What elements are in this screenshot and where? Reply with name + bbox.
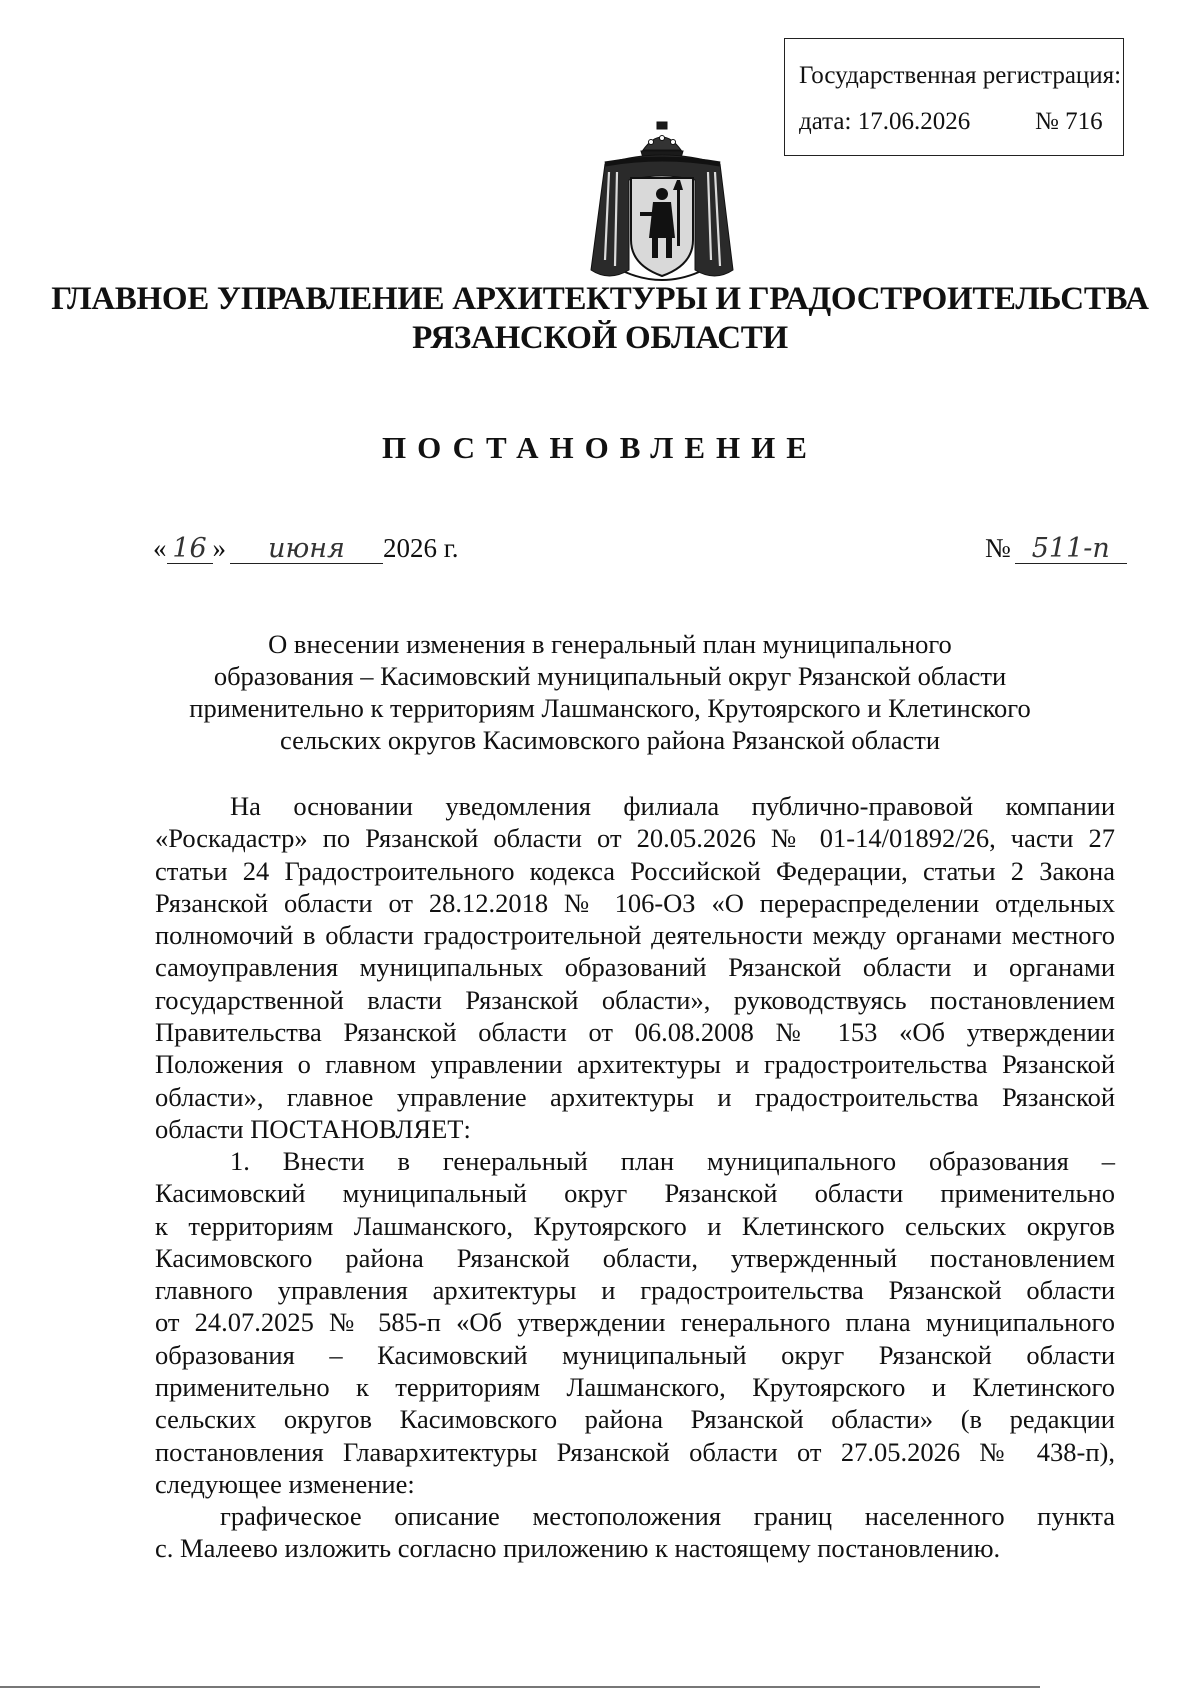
item-1-line: образования – Касимовский муниципальный округ Рязанской области xyxy=(155,1339,1115,1370)
item-1-line: от 24.07.2025 № 585-п «Об утверждении генерального плана муниципального xyxy=(155,1307,1115,1338)
item-1-line: постановления Главархитектуры Рязанской области от 27.05.2026 № 438-п), xyxy=(155,1436,1115,1467)
item-1-line: применительно к территориям Лашманского, Крутоярского и Клетинского xyxy=(155,1372,1115,1403)
change-line: графическое описание местоположения границ населенного пункта xyxy=(220,1501,1115,1531)
subject-line: сельских округов Касимовского района Рязанской области xyxy=(279,725,941,755)
registration-title: Государственная регистрация: xyxy=(799,62,1122,89)
document-subject xyxy=(150,628,1070,756)
document-date xyxy=(153,533,459,564)
preamble-line: Рязанской области от 28.12.2018 № 106-ОЗ «О перераспределении отдельных xyxy=(155,887,1115,918)
preamble-line: Положения о главном управлении архитектуры и градостроительства Рязанской xyxy=(155,1049,1115,1080)
organization-name-line-2: РЯЗАНСКОЙ ОБЛАСТИ xyxy=(412,320,788,356)
subject-line: применительно к территориям Лашманского, Крутоярского и Клетинского xyxy=(189,693,1031,723)
item-1-line: к территориям Лашманского, Крутоярского и Клетинского сельских округов xyxy=(155,1210,1115,1241)
registration-number: № 716 xyxy=(1035,108,1103,135)
preamble-line: Правительства Рязанской области от 06.08.2008 № 153 «Об утверждении xyxy=(155,1017,1115,1048)
item-1-line: Касимовский муниципальный округ Рязанской области применительно xyxy=(155,1178,1115,1209)
preamble-line: статьи 24 Градостроительного кодекса Российской Федерации, статьи 2 Закона xyxy=(155,855,1115,886)
handwritten-month: июня xyxy=(230,535,383,564)
scan-bottom-edge xyxy=(0,1686,1040,1688)
registration-stamp xyxy=(784,38,1124,156)
item-1-line: главного управления архитектуры и градостроительства Рязанской области xyxy=(155,1275,1115,1306)
handwritten-number: 511-п xyxy=(1015,535,1127,564)
change-paragraph xyxy=(155,1500,1115,1565)
date-close-quote: » xyxy=(212,533,226,563)
preamble-line: области», главное управление архитектуры и градостроительства Рязанской xyxy=(155,1081,1115,1112)
preamble-line: самоуправления муниципальных образований Рязанской области и органами xyxy=(155,952,1115,983)
organization-name-line-1: ГЛАВНОЕ УПРАВЛЕНИЕ АРХИТЕКТУРЫ И ГРАДОСТРОИТЕЛЬСТВА xyxy=(51,281,1149,317)
item-1-line: следующее изменение: xyxy=(155,1468,415,1499)
subject-line: О внесении изменения в генеральный план муниципального xyxy=(268,629,952,659)
date-open-quote: « xyxy=(153,533,167,563)
preamble-line: государственной власти Рязанской области», руководствуясь постановлением xyxy=(155,984,1115,1015)
item-1-paragraph xyxy=(155,1145,1115,1500)
preamble-line: «Роскадастр» по Рязанской области от 20.05.2026 № 01-14/01892/26, части 27 xyxy=(155,823,1115,854)
item-1-line: Касимовского района Рязанской области, утвержденный постановлением xyxy=(155,1242,1115,1273)
document-type: ПОСТАНОВЛЕНИЕ xyxy=(382,430,818,465)
number-sign: № xyxy=(985,533,1011,563)
item-1-line: 1. Внести в генеральный план муниципального образования – xyxy=(230,1146,1115,1176)
item-1-line: сельских округов Касимовского района Рязанской области» (в редакции xyxy=(155,1404,1115,1435)
document-number xyxy=(985,533,1127,564)
ryazan-coat-of-arms-icon xyxy=(585,120,740,288)
handwritten-day: 16 xyxy=(167,535,213,564)
date-year: 2026 г. xyxy=(383,533,459,563)
preamble-line: На основании уведомления филиала публично-правовой компании xyxy=(230,791,1115,821)
registration-date: дата: 17.06.2026 xyxy=(799,108,971,135)
preamble-paragraph xyxy=(155,790,1115,1145)
preamble-line: полномочий в области градостроительной деятельности между органами местного xyxy=(155,920,1115,951)
preamble-line: области ПОСТАНОВЛЯЕТ: xyxy=(155,1113,471,1144)
subject-line: образования – Касимовский муниципальный округ Рязанской области xyxy=(213,661,1007,691)
change-line: с. Малеево изложить согласно приложению к настоящему постановлению. xyxy=(155,1533,1001,1564)
